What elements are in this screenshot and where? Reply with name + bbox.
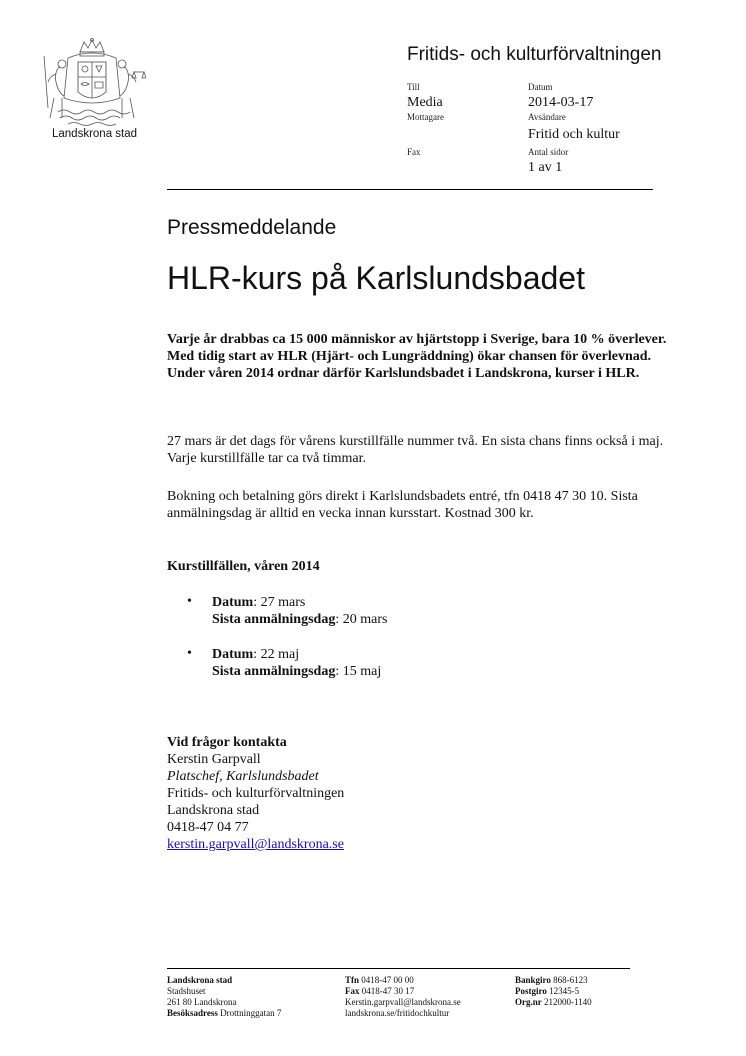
footer-postgiro: Postgiro 12345-5 [515, 986, 580, 996]
footer-bankgiro: Bankgiro 868-6123 [515, 975, 588, 985]
pages-value: 1 av 1 [528, 160, 563, 175]
footer-email: Kerstin.garpvall@landskrona.se [345, 997, 461, 1007]
session-date: Datum: 27 mars [212, 595, 306, 610]
sender-label: Avsändare [528, 112, 566, 122]
date-value: 2014-03-17 [528, 95, 594, 110]
footer-address [167, 975, 281, 1019]
footer-web: landskrona.se/fritidochkultur [345, 1008, 450, 1018]
footer-divider [167, 968, 630, 969]
contact-phone: 0418-47 04 77 [167, 820, 249, 835]
sender-value: Fritid och kultur [528, 127, 620, 142]
contact-org: Landskrona stad [167, 803, 260, 818]
bullet-icon: • [187, 594, 192, 609]
recipient-label: Mottagare [407, 112, 444, 122]
logo-caption: Landskrona stad [52, 128, 138, 140]
date-label: Datum [528, 82, 553, 92]
header-divider [167, 189, 653, 190]
contact-dept: Fritids- och kulturförvaltningen [167, 786, 345, 801]
session-deadline: Sista anmälningsdag: 15 maj [212, 664, 382, 679]
document-title: HLR-kurs på Karlslundsbadet [167, 260, 585, 296]
contact-email-link[interactable]: kerstin.garpvall@landskrona.se [167, 837, 344, 852]
footer-orgnr: Org.nr 212000-1140 [515, 997, 592, 1007]
session-deadline: Sista anmälningsdag: 20 mars [212, 612, 388, 627]
contact-block [167, 734, 344, 853]
footer-visit: Besöksadress Drottninggatan 7 [167, 1008, 282, 1018]
footer-fax: Fax 0418-47 30 17 [345, 986, 415, 996]
contact-heading: Vid frågor kontakta [167, 735, 287, 750]
footer-org-name: Landskrona stad [167, 975, 233, 985]
paragraph-2: Bokning och betalning görs direkt i Karlslundsbadets entré, tfn 0418 47 30 10. Sista anmälningsdag är alltid en vecka innan kursstart. Kostnad 300 kr. [167, 489, 638, 521]
paragraph-1: 27 mars är det dags för vårens kurstillfälle nummer två. En sista chans finns också i maj. Varje kurstillfälle tar ca två timmar. [167, 434, 664, 466]
lead-paragraph: Varje år drabbas ca 15 000 människor av hjärtstopp i Sverige, bara 10 % överlever. Med tidig start av HLR (Hjärt- och Lungräddning) ökar chansen för överlevnad. Under våren 2014 ordnar därför Karlslundsbadet i Landskrona, kurser i HLR. [167, 332, 667, 381]
contact-role: Platschef, Karlslundsbadet [167, 769, 319, 784]
to-label: Till [407, 82, 420, 92]
footer-postal: 261 80 Landskrona [167, 997, 237, 1007]
document-type: Pressmeddelande [167, 216, 337, 239]
pages-label: Antal sidor [528, 147, 569, 157]
footer-phone: Tfn 0418-47 00 00 [345, 975, 414, 985]
footer-finance [515, 975, 592, 1008]
footer-contact [345, 975, 461, 1019]
department-name: Fritids- och kulturförvaltningen [407, 44, 662, 65]
bullet-icon: • [187, 646, 192, 661]
sessions-heading: Kurstillfällen, våren 2014 [167, 559, 320, 574]
contact-name: Kerstin Garpvall [167, 752, 261, 767]
to-value: Media [407, 95, 443, 110]
footer-building: Stadshuset [167, 986, 206, 996]
session-date: Datum: 22 maj [212, 647, 300, 662]
fax-label: Fax [407, 147, 421, 157]
